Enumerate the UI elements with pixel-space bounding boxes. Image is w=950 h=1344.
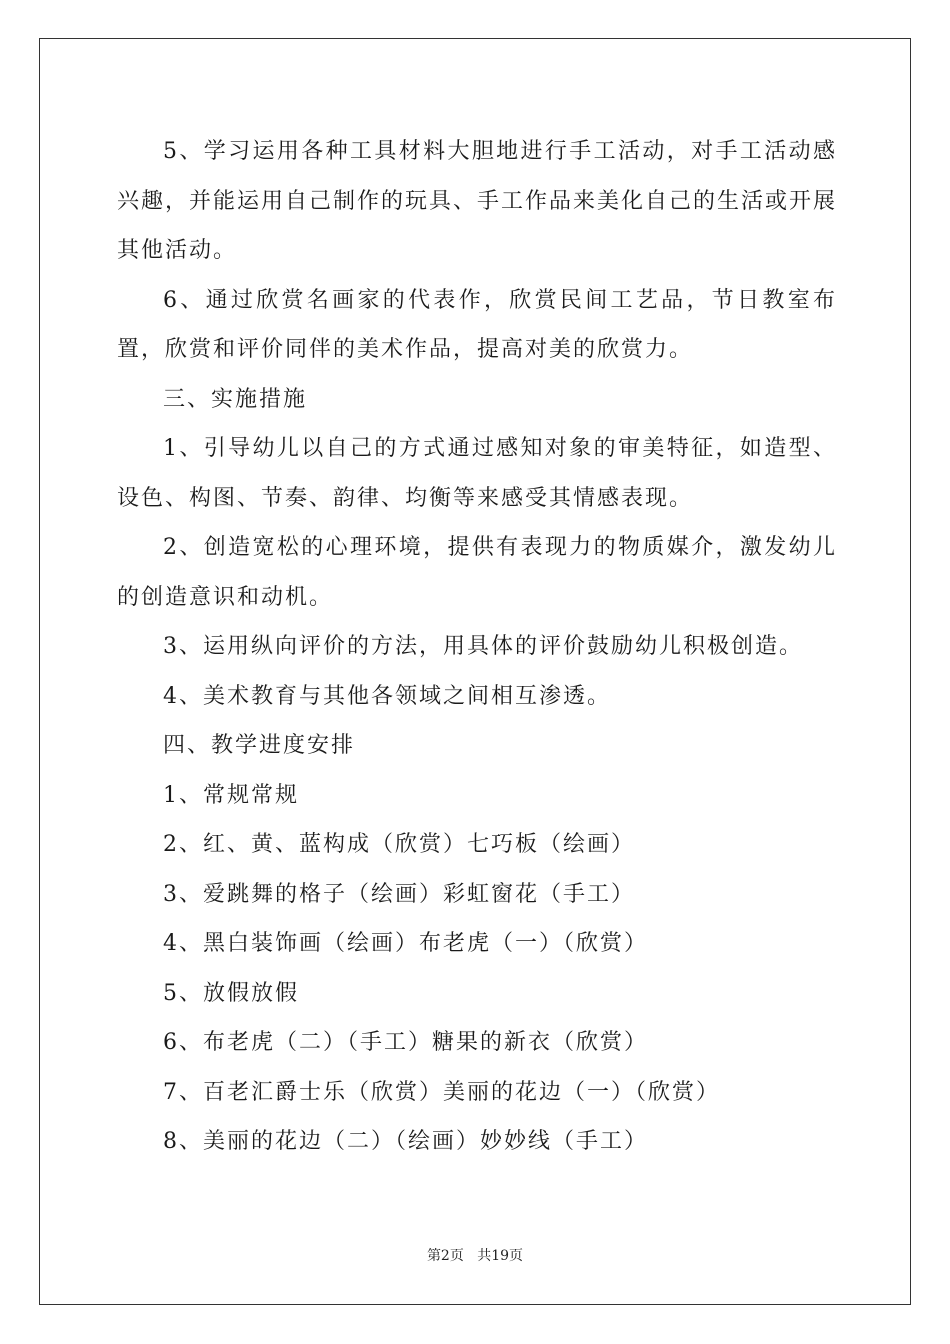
paragraph: 6、通过欣赏名画家的代表作，欣赏民间工艺品，节日教室布置，欣赏和评价同伴的美术作品，提高对美的欣赏力。: [117, 287, 837, 362]
page-total: 共19页: [477, 1248, 524, 1264]
list-item: 4、黑白装饰画（绘画）布老虎（一）（欣赏）: [163, 931, 648, 956]
document-body: [117, 127, 837, 1167]
paragraph: 1、引导幼儿以自己的方式通过感知对象的审美特征，如造型、设色、构图、节奏、韵律、均衡等来感受其情感表现。: [117, 436, 837, 511]
list-item: 3、爱跳舞的格子（绘画）彩虹窗花（手工）: [163, 881, 635, 907]
list-item: 8、美丽的花边（二）（绘画）妙妙线（手工）: [163, 1129, 648, 1154]
list-item: 2、红、黄、蓝构成（欣赏）七巧板（绘画）: [163, 832, 635, 857]
page-footer: [0, 1245, 950, 1265]
list-item: 7、百老汇爵士乐（欣赏）美丽的花边（一）（欣赏）: [163, 1079, 720, 1105]
paragraph: 2、创造宽松的心理环境，提供有表现力的物质媒介，激发幼儿的创造意识和动机。: [117, 535, 837, 610]
list-item: 5、放假放假: [163, 980, 299, 1006]
paragraph: 5、学习运用各种工具材料大胆地进行手工活动，对手工活动感兴趣，并能运用自己制作的玩具、手工作品来美化自己的生活或开展其他活动。: [117, 139, 838, 263]
section-heading: 三、实施措施: [163, 386, 308, 412]
paragraph: 4、美术教育与其他各领域之间相互渗透。: [163, 683, 611, 709]
list-item: 6、布老虎（二）（手工）糖果的新衣（欣赏）: [163, 1030, 648, 1055]
list-item: 1、常规常规: [163, 782, 299, 808]
page-number: 第2页: [426, 1248, 464, 1264]
paragraph: 3、运用纵向评价的方法，用具体的评价鼓励幼儿积极创造。: [163, 634, 803, 659]
section-heading: 四、教学进度安排: [163, 733, 356, 758]
